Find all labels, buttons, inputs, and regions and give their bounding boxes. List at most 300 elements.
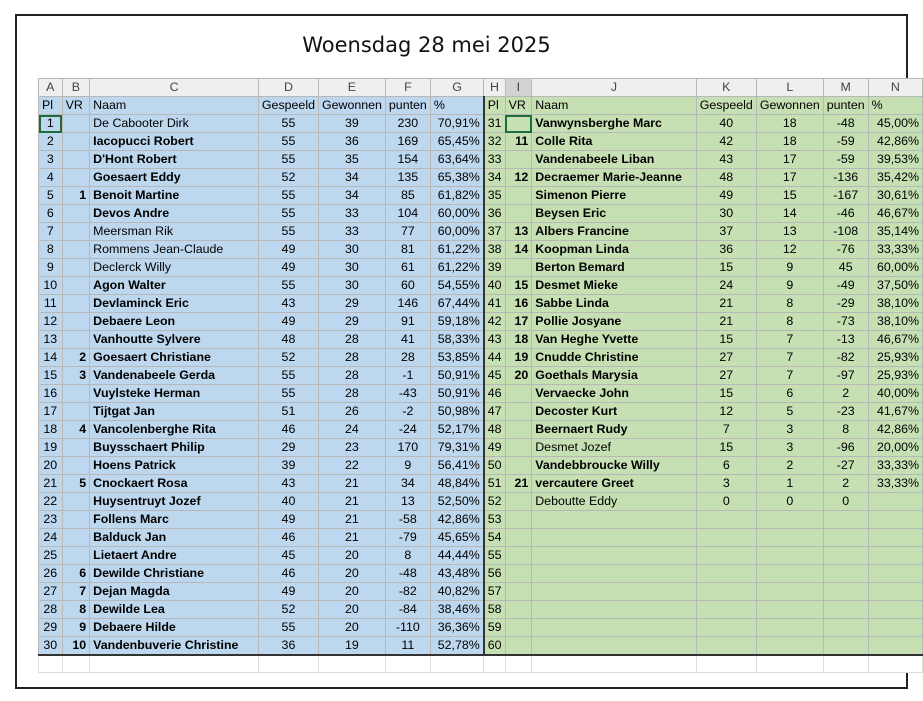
left-punten-cell[interactable]: 9 — [385, 457, 430, 475]
right-pl-cell[interactable]: 33 — [484, 151, 505, 169]
right-pl-cell[interactable]: 32 — [484, 133, 505, 151]
left-naam-cell[interactable]: D'Hont Robert — [90, 151, 259, 169]
left-pct-cell[interactable]: 70,91% — [430, 115, 483, 133]
right-pl-cell[interactable]: 57 — [484, 583, 505, 601]
empty-cell[interactable] — [90, 655, 259, 672]
header-punten[interactable]: punten — [385, 97, 430, 115]
right-pct-cell[interactable]: 33,33% — [868, 241, 922, 259]
right-vr-cell[interactable] — [505, 493, 532, 511]
left-vr-cell[interactable] — [62, 547, 90, 565]
right-pl-cell[interactable]: 43 — [484, 331, 505, 349]
right-punten-cell[interactable]: -59 — [823, 151, 868, 169]
left-punten-cell[interactable]: 60 — [385, 277, 430, 295]
right-pct-cell[interactable]: 45,00% — [868, 115, 922, 133]
right-pct-cell[interactable] — [868, 619, 922, 637]
left-gespeeld-cell[interactable]: 46 — [258, 565, 318, 583]
left-punten-cell[interactable]: 81 — [385, 241, 430, 259]
right-punten-cell[interactable]: 0 — [823, 493, 868, 511]
left-vr-cell[interactable] — [62, 241, 90, 259]
right-punten-cell[interactable]: 2 — [823, 475, 868, 493]
right-vr-cell[interactable] — [505, 637, 532, 656]
right-vr-cell[interactable]: 21 — [505, 475, 532, 493]
left-gewonnen-cell[interactable]: 30 — [318, 259, 385, 277]
left-pl-cell[interactable]: 18 — [39, 421, 63, 439]
left-punten-cell[interactable]: 85 — [385, 187, 430, 205]
left-pct-cell[interactable]: 40,82% — [430, 583, 483, 601]
right-naam-cell[interactable]: Van Heghe Yvette — [532, 331, 697, 349]
right-pl-cell[interactable]: 59 — [484, 619, 505, 637]
left-punten-cell[interactable]: 28 — [385, 349, 430, 367]
right-gewonnen-cell[interactable]: 7 — [756, 367, 823, 385]
left-vr-cell[interactable]: 2 — [62, 349, 90, 367]
left-pl-cell[interactable]: 9 — [39, 259, 63, 277]
right-vr-cell[interactable]: 18 — [505, 331, 532, 349]
left-pct-cell[interactable]: 59,18% — [430, 313, 483, 331]
right-naam-cell[interactable]: Pollie Josyane — [532, 313, 697, 331]
left-vr-cell[interactable]: 8 — [62, 601, 90, 619]
left-gewonnen-cell[interactable]: 20 — [318, 601, 385, 619]
right-gespeeld-cell[interactable]: 3 — [696, 475, 756, 493]
right-gespeeld-cell[interactable]: 30 — [696, 205, 756, 223]
right-naam-cell[interactable]: vercautere Greet — [532, 475, 697, 493]
left-punten-cell[interactable]: -48 — [385, 565, 430, 583]
left-gespeeld-cell[interactable]: 55 — [258, 151, 318, 169]
left-gespeeld-cell[interactable]: 52 — [258, 349, 318, 367]
left-pl-cell[interactable]: 28 — [39, 601, 63, 619]
left-pct-cell[interactable]: 65,45% — [430, 133, 483, 151]
header-pl[interactable]: Pl — [39, 97, 63, 115]
right-punten-cell[interactable]: -73 — [823, 313, 868, 331]
left-pct-cell[interactable]: 79,31% — [430, 439, 483, 457]
right-vr-cell[interactable] — [505, 619, 532, 637]
left-pct-cell[interactable]: 43,48% — [430, 565, 483, 583]
right-vr-cell[interactable] — [505, 151, 532, 169]
right-naam-cell[interactable] — [532, 565, 697, 583]
header-pct[interactable]: % — [430, 97, 483, 115]
left-gespeeld-cell[interactable]: 49 — [258, 313, 318, 331]
right-pct-cell[interactable]: 35,42% — [868, 169, 922, 187]
right-vr-cell[interactable] — [505, 259, 532, 277]
left-pl-cell[interactable]: 6 — [39, 205, 63, 223]
right-vr-cell[interactable]: 11 — [505, 133, 532, 151]
right-gewonnen-cell[interactable]: 0 — [756, 493, 823, 511]
left-pct-cell[interactable]: 61,82% — [430, 187, 483, 205]
left-gespeeld-cell[interactable]: 55 — [258, 619, 318, 637]
right-pl-cell[interactable]: 31 — [484, 115, 505, 133]
left-punten-cell[interactable]: 13 — [385, 493, 430, 511]
right-punten-cell[interactable]: -59 — [823, 133, 868, 151]
header-gewonnen-right[interactable]: Gewonnen — [756, 97, 823, 115]
left-vr-cell[interactable] — [62, 295, 90, 313]
right-pl-cell[interactable]: 37 — [484, 223, 505, 241]
left-naam-cell[interactable]: Goesaert Eddy — [90, 169, 259, 187]
left-naam-cell[interactable]: Agon Walter — [90, 277, 259, 295]
empty-cell[interactable] — [505, 655, 532, 672]
right-naam-cell[interactable]: Decoster Kurt — [532, 403, 697, 421]
right-naam-cell[interactable] — [532, 583, 697, 601]
left-naam-cell[interactable]: De Cabooter Dirk — [90, 115, 259, 133]
right-gewonnen-cell[interactable]: 9 — [756, 277, 823, 295]
left-gespeeld-cell[interactable]: 55 — [258, 223, 318, 241]
left-gespeeld-cell[interactable]: 49 — [258, 511, 318, 529]
right-pct-cell[interactable]: 42,86% — [868, 133, 922, 151]
left-punten-cell[interactable]: 34 — [385, 475, 430, 493]
header-pl-right[interactable]: Pl — [484, 97, 505, 115]
empty-cell[interactable] — [430, 655, 483, 672]
right-vr-cell[interactable] — [505, 205, 532, 223]
right-naam-cell[interactable]: Albers Francine — [532, 223, 697, 241]
column-header-l[interactable]: L — [756, 79, 823, 97]
right-pct-cell[interactable]: 33,33% — [868, 457, 922, 475]
right-gespeeld-cell[interactable]: 21 — [696, 313, 756, 331]
right-punten-cell[interactable]: -82 — [823, 349, 868, 367]
right-punten-cell[interactable]: -29 — [823, 295, 868, 313]
right-gespeeld-cell[interactable] — [696, 637, 756, 656]
right-naam-cell[interactable]: Beernaert Rudy — [532, 421, 697, 439]
right-pl-cell[interactable]: 49 — [484, 439, 505, 457]
left-naam-cell[interactable]: Vancolenberghe Rita — [90, 421, 259, 439]
left-vr-cell[interactable] — [62, 151, 90, 169]
left-gespeeld-cell[interactable]: 48 — [258, 331, 318, 349]
right-naam-cell[interactable]: Deboutte Eddy — [532, 493, 697, 511]
left-gewonnen-cell[interactable]: 23 — [318, 439, 385, 457]
left-gewonnen-cell[interactable]: 20 — [318, 565, 385, 583]
left-punten-cell[interactable]: -1 — [385, 367, 430, 385]
left-gewonnen-cell[interactable]: 22 — [318, 457, 385, 475]
left-naam-cell[interactable]: Devos Andre — [90, 205, 259, 223]
right-gewonnen-cell[interactable] — [756, 637, 823, 656]
left-pct-cell[interactable]: 38,46% — [430, 601, 483, 619]
right-gewonnen-cell[interactable] — [756, 619, 823, 637]
left-punten-cell[interactable]: -58 — [385, 511, 430, 529]
right-punten-cell[interactable] — [823, 637, 868, 656]
right-punten-cell[interactable]: -108 — [823, 223, 868, 241]
left-gewonnen-cell[interactable]: 29 — [318, 313, 385, 331]
right-naam-cell[interactable] — [532, 619, 697, 637]
right-punten-cell[interactable]: -97 — [823, 367, 868, 385]
left-pl-cell[interactable]: 17 — [39, 403, 63, 421]
right-naam-cell[interactable]: Goethals Marysia — [532, 367, 697, 385]
left-naam-cell[interactable]: Tijtgat Jan — [90, 403, 259, 421]
right-pl-cell[interactable]: 54 — [484, 529, 505, 547]
right-gespeeld-cell[interactable]: 27 — [696, 367, 756, 385]
right-pct-cell[interactable]: 42,86% — [868, 421, 922, 439]
empty-cell[interactable] — [868, 655, 922, 672]
left-punten-cell[interactable]: 91 — [385, 313, 430, 331]
right-naam-cell[interactable]: Desmet Mieke — [532, 277, 697, 295]
left-gespeeld-cell[interactable]: 55 — [258, 367, 318, 385]
column-header-i[interactable]: I — [505, 79, 532, 97]
right-punten-cell[interactable] — [823, 565, 868, 583]
left-punten-cell[interactable]: -110 — [385, 619, 430, 637]
left-punten-cell[interactable]: 170 — [385, 439, 430, 457]
left-pl-cell[interactable]: 11 — [39, 295, 63, 313]
left-pl-cell[interactable]: 23 — [39, 511, 63, 529]
right-vr-cell[interactable] — [505, 547, 532, 565]
left-pct-cell[interactable]: 52,50% — [430, 493, 483, 511]
left-gewonnen-cell[interactable]: 26 — [318, 403, 385, 421]
left-gespeeld-cell[interactable]: 43 — [258, 295, 318, 313]
left-gewonnen-cell[interactable]: 39 — [318, 115, 385, 133]
left-punten-cell[interactable]: 146 — [385, 295, 430, 313]
left-pl-cell[interactable]: 24 — [39, 529, 63, 547]
left-gewonnen-cell[interactable]: 28 — [318, 349, 385, 367]
left-pl-cell[interactable]: 4 — [39, 169, 63, 187]
right-gespeeld-cell[interactable] — [696, 547, 756, 565]
left-pct-cell[interactable]: 61,22% — [430, 241, 483, 259]
left-gespeeld-cell[interactable]: 52 — [258, 601, 318, 619]
right-pl-cell[interactable]: 56 — [484, 565, 505, 583]
left-vr-cell[interactable] — [62, 511, 90, 529]
right-vr-cell[interactable] — [505, 421, 532, 439]
left-punten-cell[interactable]: 104 — [385, 205, 430, 223]
left-vr-cell[interactable]: 1 — [62, 187, 90, 205]
right-pl-cell[interactable]: 50 — [484, 457, 505, 475]
right-vr-cell[interactable] — [505, 457, 532, 475]
left-punten-cell[interactable]: 135 — [385, 169, 430, 187]
right-punten-cell[interactable]: -49 — [823, 277, 868, 295]
right-naam-cell[interactable]: Beysen Eric — [532, 205, 697, 223]
right-pl-cell[interactable]: 55 — [484, 547, 505, 565]
left-gewonnen-cell[interactable]: 30 — [318, 241, 385, 259]
right-gewonnen-cell[interactable]: 3 — [756, 439, 823, 457]
empty-cell[interactable] — [385, 655, 430, 672]
right-pl-cell[interactable]: 39 — [484, 259, 505, 277]
right-punten-cell[interactable]: -76 — [823, 241, 868, 259]
right-pct-cell[interactable]: 39,53% — [868, 151, 922, 169]
left-pl-cell[interactable]: 12 — [39, 313, 63, 331]
right-gespeeld-cell[interactable] — [696, 619, 756, 637]
left-gewonnen-cell[interactable]: 33 — [318, 205, 385, 223]
right-pct-cell[interactable]: 46,67% — [868, 205, 922, 223]
right-gespeeld-cell[interactable]: 0 — [696, 493, 756, 511]
left-pl-cell[interactable]: 5 — [39, 187, 63, 205]
right-gewonnen-cell[interactable]: 3 — [756, 421, 823, 439]
left-pct-cell[interactable]: 67,44% — [430, 295, 483, 313]
column-header-f[interactable]: F — [385, 79, 430, 97]
left-vr-cell[interactable] — [62, 403, 90, 421]
left-pct-cell[interactable]: 58,33% — [430, 331, 483, 349]
left-pct-cell[interactable]: 63,64% — [430, 151, 483, 169]
left-pl-cell[interactable]: 30 — [39, 637, 63, 656]
right-pl-cell[interactable]: 52 — [484, 493, 505, 511]
left-vr-cell[interactable]: 10 — [62, 637, 90, 656]
left-pct-cell[interactable]: 50,98% — [430, 403, 483, 421]
right-gewonnen-cell[interactable]: 7 — [756, 349, 823, 367]
left-pct-cell[interactable]: 53,85% — [430, 349, 483, 367]
left-gewonnen-cell[interactable]: 28 — [318, 385, 385, 403]
left-pl-cell[interactable]: 16 — [39, 385, 63, 403]
left-naam-cell[interactable]: Declerck Willy — [90, 259, 259, 277]
right-gespeeld-cell[interactable]: 15 — [696, 385, 756, 403]
left-pct-cell[interactable]: 52,17% — [430, 421, 483, 439]
left-pct-cell[interactable]: 45,65% — [430, 529, 483, 547]
left-naam-cell[interactable]: Hoens Patrick — [90, 457, 259, 475]
left-vr-cell[interactable] — [62, 205, 90, 223]
left-naam-cell[interactable]: Debaere Hilde — [90, 619, 259, 637]
right-pl-cell[interactable]: 60 — [484, 637, 505, 656]
left-pct-cell[interactable]: 44,44% — [430, 547, 483, 565]
left-gespeeld-cell[interactable]: 49 — [258, 259, 318, 277]
right-pl-cell[interactable]: 45 — [484, 367, 505, 385]
left-gespeeld-cell[interactable]: 55 — [258, 385, 318, 403]
column-header-a[interactable]: A — [39, 79, 63, 97]
left-gespeeld-cell[interactable]: 51 — [258, 403, 318, 421]
right-gewonnen-cell[interactable]: 14 — [756, 205, 823, 223]
left-pct-cell[interactable]: 60,00% — [430, 223, 483, 241]
right-gewonnen-cell[interactable]: 2 — [756, 457, 823, 475]
empty-cell[interactable] — [258, 655, 318, 672]
left-punten-cell[interactable]: -2 — [385, 403, 430, 421]
right-vr-cell[interactable] — [505, 115, 532, 133]
right-pl-cell[interactable]: 51 — [484, 475, 505, 493]
left-naam-cell[interactable]: Iacopucci Robert — [90, 133, 259, 151]
left-punten-cell[interactable]: 230 — [385, 115, 430, 133]
left-naam-cell[interactable]: Huysentruyt Jozef — [90, 493, 259, 511]
header-punten-right[interactable]: punten — [823, 97, 868, 115]
right-punten-cell[interactable]: -27 — [823, 457, 868, 475]
left-gespeeld-cell[interactable]: 52 — [258, 169, 318, 187]
right-pct-cell[interactable]: 25,93% — [868, 349, 922, 367]
header-gewonnen[interactable]: Gewonnen — [318, 97, 385, 115]
left-pl-cell[interactable]: 2 — [39, 133, 63, 151]
right-pct-cell[interactable] — [868, 493, 922, 511]
left-pl-cell[interactable]: 26 — [39, 565, 63, 583]
left-gespeeld-cell[interactable]: 46 — [258, 529, 318, 547]
right-pl-cell[interactable]: 46 — [484, 385, 505, 403]
right-naam-cell[interactable]: Desmet Jozef — [532, 439, 697, 457]
right-vr-cell[interactable] — [505, 439, 532, 457]
column-header-c[interactable]: C — [90, 79, 259, 97]
column-header-j[interactable]: J — [532, 79, 697, 97]
right-gewonnen-cell[interactable]: 12 — [756, 241, 823, 259]
right-pl-cell[interactable]: 42 — [484, 313, 505, 331]
left-vr-cell[interactable]: 7 — [62, 583, 90, 601]
right-pct-cell[interactable] — [868, 547, 922, 565]
left-pl-cell[interactable]: 15 — [39, 367, 63, 385]
left-pl-cell[interactable]: 7 — [39, 223, 63, 241]
left-gespeeld-cell[interactable]: 43 — [258, 475, 318, 493]
left-pct-cell[interactable]: 61,22% — [430, 259, 483, 277]
right-gespeeld-cell[interactable]: 27 — [696, 349, 756, 367]
left-gespeeld-cell[interactable]: 55 — [258, 115, 318, 133]
left-pct-cell[interactable]: 36,36% — [430, 619, 483, 637]
left-pct-cell[interactable]: 65,38% — [430, 169, 483, 187]
right-vr-cell[interactable]: 20 — [505, 367, 532, 385]
left-gespeeld-cell[interactable]: 46 — [258, 421, 318, 439]
left-pl-cell[interactable]: 29 — [39, 619, 63, 637]
right-naam-cell[interactable]: Berton Bemard — [532, 259, 697, 277]
left-naam-cell[interactable]: Vandenbuverie Christine — [90, 637, 259, 656]
right-gewonnen-cell[interactable]: 6 — [756, 385, 823, 403]
right-vr-cell[interactable] — [505, 583, 532, 601]
right-gewonnen-cell[interactable]: 17 — [756, 169, 823, 187]
right-punten-cell[interactable]: -46 — [823, 205, 868, 223]
left-punten-cell[interactable]: -43 — [385, 385, 430, 403]
right-naam-cell[interactable]: Vandenabeele Liban — [532, 151, 697, 169]
right-gespeeld-cell[interactable]: 15 — [696, 331, 756, 349]
right-gespeeld-cell[interactable]: 36 — [696, 241, 756, 259]
left-vr-cell[interactable]: 9 — [62, 619, 90, 637]
right-vr-cell[interactable]: 13 — [505, 223, 532, 241]
right-pct-cell[interactable]: 41,67% — [868, 403, 922, 421]
right-pl-cell[interactable]: 58 — [484, 601, 505, 619]
column-header-b[interactable]: B — [62, 79, 90, 97]
right-gespeeld-cell[interactable]: 21 — [696, 295, 756, 313]
left-punten-cell[interactable]: 154 — [385, 151, 430, 169]
right-gewonnen-cell[interactable] — [756, 547, 823, 565]
left-punten-cell[interactable]: 61 — [385, 259, 430, 277]
left-naam-cell[interactable]: Vuylsteke Herman — [90, 385, 259, 403]
left-gewonnen-cell[interactable]: 34 — [318, 169, 385, 187]
empty-cell[interactable] — [62, 655, 90, 672]
left-naam-cell[interactable]: Meersman Rik — [90, 223, 259, 241]
left-pct-cell[interactable]: 60,00% — [430, 205, 483, 223]
left-naam-cell[interactable]: Balduck Jan — [90, 529, 259, 547]
right-gespeeld-cell[interactable]: 40 — [696, 115, 756, 133]
left-vr-cell[interactable] — [62, 385, 90, 403]
right-naam-cell[interactable]: Vanwynsberghe Marc — [532, 115, 697, 133]
right-naam-cell[interactable]: Vervaecke John — [532, 385, 697, 403]
left-gewonnen-cell[interactable]: 34 — [318, 187, 385, 205]
right-pl-cell[interactable]: 35 — [484, 187, 505, 205]
left-gewonnen-cell[interactable]: 36 — [318, 133, 385, 151]
column-header-n[interactable]: N — [868, 79, 922, 97]
right-vr-cell[interactable]: 19 — [505, 349, 532, 367]
right-naam-cell[interactable]: Cnudde Christine — [532, 349, 697, 367]
column-header-g[interactable]: G — [430, 79, 483, 97]
right-gespeeld-cell[interactable]: 15 — [696, 259, 756, 277]
left-naam-cell[interactable]: Dejan Magda — [90, 583, 259, 601]
right-pl-cell[interactable]: 41 — [484, 295, 505, 313]
left-punten-cell[interactable]: -24 — [385, 421, 430, 439]
right-punten-cell[interactable]: -48 — [823, 115, 868, 133]
right-vr-cell[interactable] — [505, 565, 532, 583]
left-gewonnen-cell[interactable]: 21 — [318, 529, 385, 547]
right-gespeeld-cell[interactable]: 6 — [696, 457, 756, 475]
left-naam-cell[interactable]: Benoit Martine — [90, 187, 259, 205]
left-punten-cell[interactable]: 77 — [385, 223, 430, 241]
header-naam-right[interactable]: Naam — [532, 97, 697, 115]
right-pl-cell[interactable]: 38 — [484, 241, 505, 259]
left-gespeeld-cell[interactable]: 49 — [258, 583, 318, 601]
left-pl-cell[interactable]: 8 — [39, 241, 63, 259]
right-pct-cell[interactable]: 60,00% — [868, 259, 922, 277]
right-pl-cell[interactable]: 47 — [484, 403, 505, 421]
right-pct-cell[interactable]: 25,93% — [868, 367, 922, 385]
left-vr-cell[interactable] — [62, 457, 90, 475]
right-pct-cell[interactable]: 35,14% — [868, 223, 922, 241]
right-pct-cell[interactable]: 38,10% — [868, 313, 922, 331]
right-naam-cell[interactable]: Colle Rita — [532, 133, 697, 151]
left-gespeeld-cell[interactable]: 40 — [258, 493, 318, 511]
empty-cell[interactable] — [696, 655, 756, 672]
right-gespeeld-cell[interactable]: 7 — [696, 421, 756, 439]
right-gespeeld-cell[interactable] — [696, 511, 756, 529]
left-pl-cell[interactable]: 14 — [39, 349, 63, 367]
left-gespeeld-cell[interactable]: 55 — [258, 277, 318, 295]
header-gespeeld-right[interactable]: Gespeeld — [696, 97, 756, 115]
right-naam-cell[interactable] — [532, 529, 697, 547]
left-vr-cell[interactable] — [62, 133, 90, 151]
right-gespeeld-cell[interactable]: 15 — [696, 439, 756, 457]
empty-cell[interactable] — [39, 655, 63, 672]
left-gewonnen-cell[interactable]: 20 — [318, 583, 385, 601]
left-naam-cell[interactable]: Vandenabeele Gerda — [90, 367, 259, 385]
right-gespeeld-cell[interactable] — [696, 529, 756, 547]
right-pct-cell[interactable] — [868, 601, 922, 619]
right-pct-cell[interactable]: 37,50% — [868, 277, 922, 295]
